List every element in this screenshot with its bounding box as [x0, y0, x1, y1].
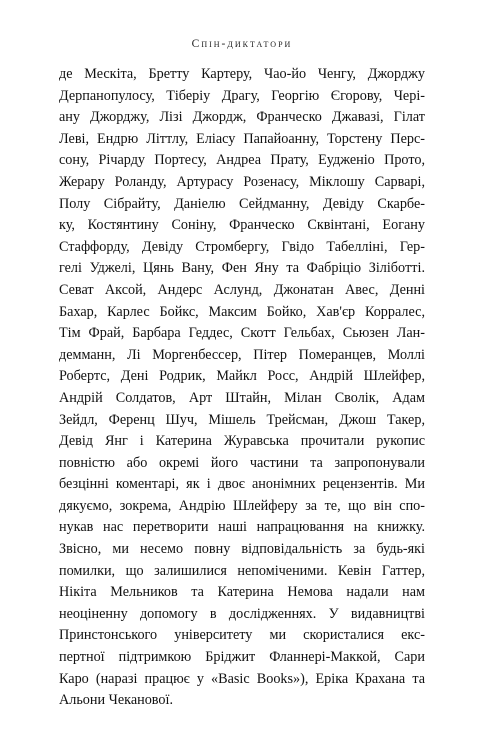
- text-line: гелі Уджелі, Цянь Вану, Фен Яну та Фабріціо Зілібoтті.: [59, 260, 425, 277]
- running-header: Спін-диктатори: [191, 38, 293, 50]
- text-line: Полу Сібрайту, Даніелю Сейдманну, Девіду Скарбе-: [59, 195, 425, 212]
- text-line: Леві, Ендрю Літтлу, Еліасу Папайоанну, Торстену Перс-: [59, 130, 425, 147]
- text-line: повністю або окремі його частини та запропонували: [59, 454, 425, 471]
- text-line: Девід Янг і Катерина Журавська прочитали рукопис: [59, 433, 425, 450]
- text-line: сону, Річарду Портесу, Андреа Прату, Еудженіо Прото,: [59, 152, 425, 169]
- text-line: Каро (наразі працює у «Basic Books»), Еріка Крахана та: [59, 670, 425, 687]
- text-line: Дерпанопулосу, Тіберіу Драгу, Георгію Єгорову, Чері-: [59, 87, 425, 104]
- text-line: Тім Фрай, Барбара Геддес, Скотт Гельбах, Сьюзен Лан-: [59, 325, 425, 342]
- text-line: Зейдл, Ференц Шуч, Мішель Трейсман, Джош Такер,: [59, 411, 425, 428]
- text-line: нукав нас перетворити наші напрацювання на книжку.: [59, 519, 425, 536]
- text-line: ану Джорджу, Лізі Джордж, Франческо Джавазі, Гілат: [59, 109, 425, 126]
- text-line: неоціненну допомогу в дослідженнях. У видавництві: [59, 605, 425, 622]
- text-line: де Мескіта, Бретту Картеру, Чао-йо Ченгу, Джорджу: [59, 66, 425, 82]
- text-line: ку, Костянтину Соніну, Франческо Сквінтані, Еогану: [59, 217, 425, 234]
- text-line: помилки, що залишилися непоміченими. Кевін Гаттер,: [59, 562, 425, 579]
- body-paragraph: [59, 64, 425, 712]
- text-line: Нікіта Мельников та Катерина Немова надали нам: [59, 584, 425, 601]
- text-line: Бахар, Карлес Бойкс, Максим Бойко, Хав'єр Корралес,: [59, 303, 425, 320]
- text-line: Робертс, Дені Родрик, Майкл Росс, Андрій Шлейфер,: [59, 368, 425, 385]
- text-line: Альони Чеканової.: [59, 692, 173, 709]
- text-line: Звісно, ми несемо повну відповідальність за будь-які: [59, 541, 425, 558]
- text-line: Андрій Солдатов, Арт Штайн, Мілан Сволік, Адам: [59, 389, 425, 406]
- text-line: Принстонського університету ми скористалися екс-: [59, 627, 425, 644]
- text-line: Севат Аксой, Андерс Аслунд, Джонатан Авес, Денні: [59, 281, 425, 298]
- text-line: дякуємо, зокрема, Андрію Шлейферу за те, що він спо-: [59, 497, 425, 514]
- text-line: безцінні коментарі, як і двоє анонімних рецензентів. Ми: [59, 476, 425, 493]
- text-line: Жерару Роланду, Артурасу Розенасу, Міклошу Сарварі,: [59, 173, 425, 190]
- text-line: пертної підтримкою Бріджит Фланнері-Маккой, Сари: [59, 649, 425, 666]
- text-line: Стаффорду, Девіду Стромбергу, Гвідо Табелліні, Гер-: [59, 238, 425, 255]
- text-line: демманн, Лі Моргенбессер, Пітер Померанцев, Моллі: [59, 346, 425, 363]
